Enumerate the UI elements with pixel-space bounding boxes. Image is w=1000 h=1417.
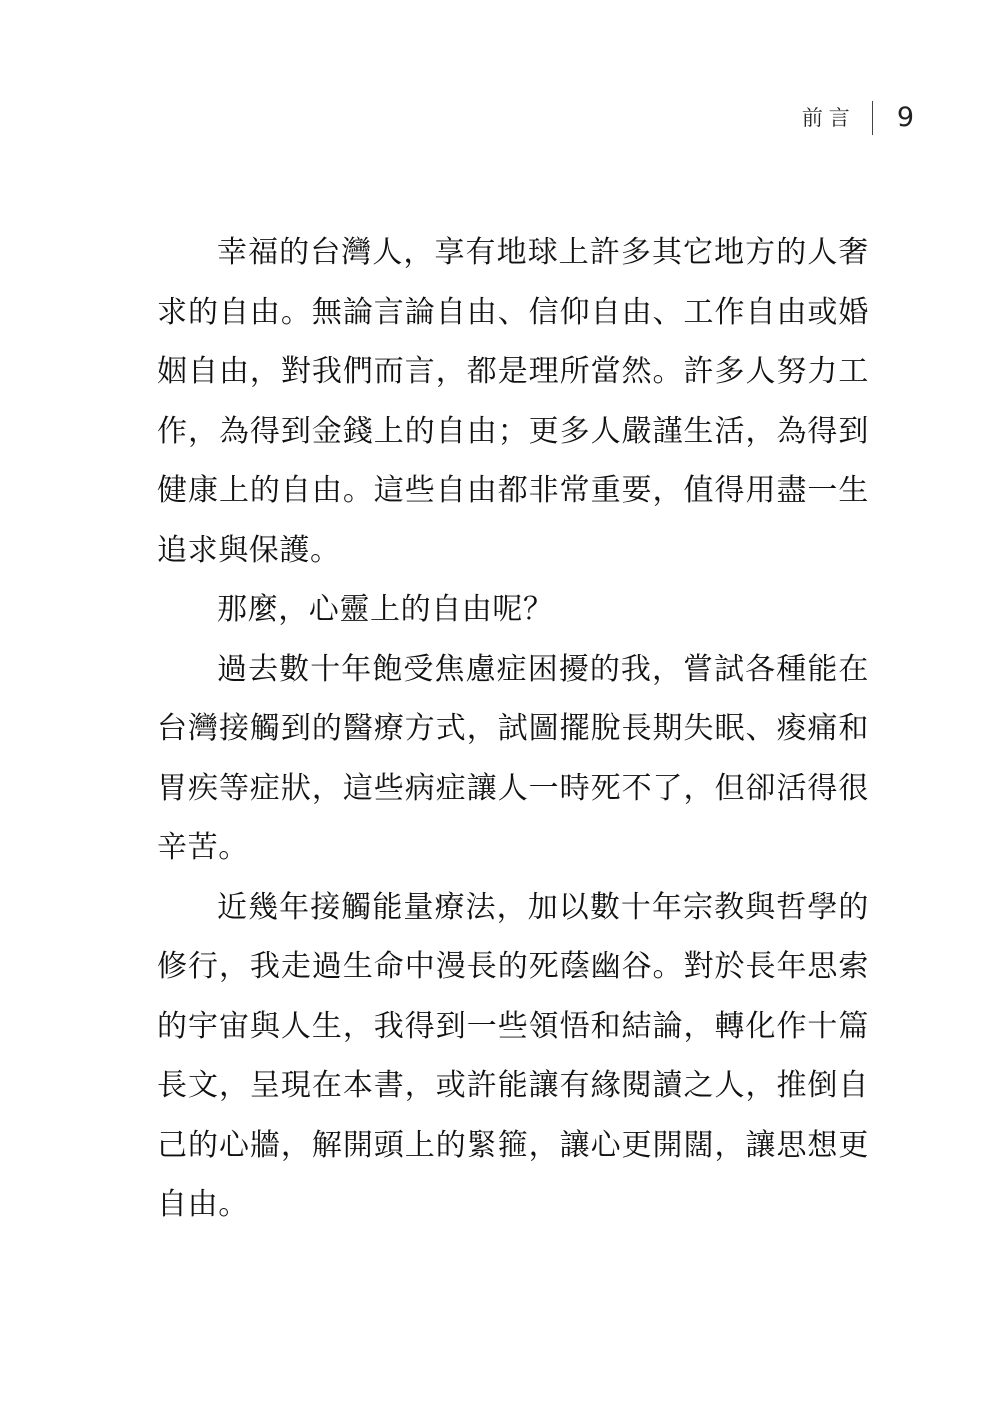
body-text [157, 223, 869, 1235]
paragraph-4: 近幾年接觸能量療法，加以數十年宗教與哲學的修行，我走過生命中漫長的死蔭幽谷。對於長年思索的宇宙與人生，我得到一些領悟和結論，轉化作十篇長文，呈現在本書，或許能讓有緣閱讀之人，推倒自己的心牆，解開頭上的緊箍，讓心更開闊，讓思想更自由。 [157, 889, 869, 1222]
running-header [802, 98, 914, 138]
page-number: 9 [896, 102, 914, 133]
paragraph-2: 那麼，心靈上的自由呢？ [217, 592, 554, 627]
section-title: 前言 [801, 106, 856, 130]
paragraph-3: 過去數十年飽受焦慮症困擾的我，嘗試各種能在台灣接觸到的醫療方式，試圖擺脫長期失眠、痠痛和胃疾等症狀，這些病症讓人一時死不了，但卻活得很辛苦。 [157, 651, 869, 865]
paragraph-1: 幸福的台灣人，享有地球上許多其它地方的人奢求的自由。無論言論自由、信仰自由、工作自由或婚姻自由，對我們而言，都是理所當然。許多人努力工作，為得到金錢上的自由；更多人嚴謹生活，為得到健康上的自由。這些自由都非常重要，值得用盡一生追求與保護。 [157, 235, 869, 568]
header-divider [872, 101, 873, 135]
